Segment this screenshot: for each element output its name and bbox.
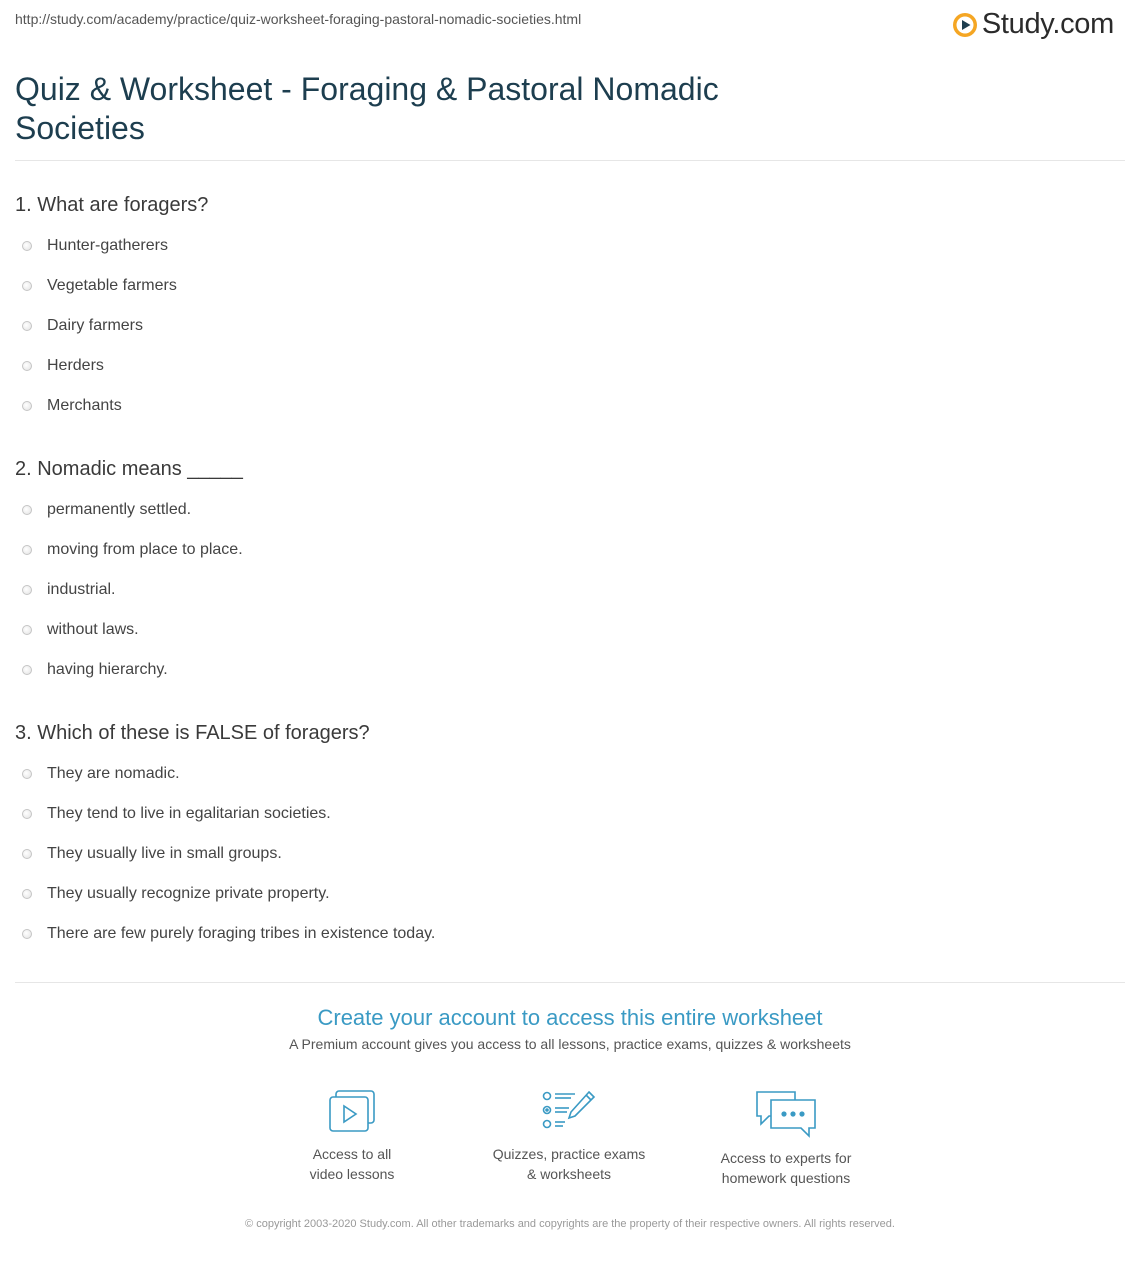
feature-video-lessons (252, 1088, 452, 1184)
option-label: There are few purely foraging tribes in existence today. (47, 925, 436, 942)
question-2-option-4[interactable] (22, 621, 139, 639)
radio-button[interactable] (22, 889, 32, 899)
title-divider (15, 160, 1125, 161)
question-1-option-1[interactable] (22, 237, 168, 255)
radio-button[interactable] (22, 625, 32, 635)
option-label: Dairy farmers (47, 317, 144, 334)
option-label: having hierarchy. (47, 661, 168, 678)
option-label: Herders (47, 357, 104, 374)
option-label: without laws. (47, 621, 139, 638)
option-label: They usually live in small groups. (47, 845, 282, 862)
question-3-title: 3. Which of these is FALSE of foragers? (15, 722, 370, 744)
radio-button[interactable] (22, 505, 32, 515)
radio-button[interactable] (22, 361, 32, 371)
feature-label-line2: homework questions (721, 1170, 851, 1186)
question-2-option-2[interactable] (22, 541, 243, 559)
feature-label-line2: video lessons (309, 1166, 395, 1182)
feature-quizzes (469, 1088, 669, 1184)
create-account-link[interactable]: Create your account to access this entire worksheet (317, 1005, 823, 1030)
feature-label-line2: & worksheets (526, 1166, 612, 1182)
page-url[interactable]: http://study.com/academy/practice/quiz-worksheet-foraging-pastoral-nomadic-societies.html (15, 11, 582, 27)
question-3-option-4[interactable] (22, 885, 330, 903)
study-logo[interactable] (952, 8, 1114, 41)
feature-label-line1: Quizzes, practice exams (492, 1146, 646, 1162)
radio-button[interactable] (22, 769, 32, 779)
question-1-title: 1. What are foragers? (15, 194, 209, 216)
option-label: They are nomadic. (47, 765, 180, 782)
option-label: permanently settled. (47, 501, 192, 518)
question-1-option-2[interactable] (22, 277, 177, 295)
radio-button[interactable] (22, 241, 32, 251)
feature-label-line1: Access to all (312, 1146, 392, 1162)
question-2-option-5[interactable] (22, 661, 168, 679)
feature-experts (686, 1088, 886, 1188)
question-3-option-2[interactable] (22, 805, 331, 823)
radio-button[interactable] (22, 321, 32, 331)
logo-text: Study.com (981, 8, 1114, 40)
question-1-option-3[interactable] (22, 317, 143, 335)
question-2-option-1[interactable] (22, 501, 191, 519)
page-title: Quiz & Worksheet - Foraging & Pastoral Nomadic Societies (15, 71, 719, 146)
radio-button[interactable] (22, 401, 32, 411)
feature-label-line1: Access to experts for (720, 1150, 852, 1166)
radio-button[interactable] (22, 849, 32, 859)
question-3-option-5[interactable] (22, 925, 435, 943)
question-1-option-4[interactable] (22, 357, 104, 375)
radio-button[interactable] (22, 665, 32, 675)
question-3-option-1[interactable] (22, 765, 180, 783)
cta-divider (15, 982, 1125, 983)
question-1-option-5[interactable] (22, 397, 122, 415)
cta-subtitle: A Premium account gives you access to all lessons, practice exams, quizzes & worksheets (289, 1036, 851, 1052)
radio-button[interactable] (22, 545, 32, 555)
option-label: moving from place to place. (47, 541, 243, 558)
option-label: They tend to live in egalitarian societies. (47, 805, 331, 822)
question-2-title: 2. Nomadic means _____ (15, 458, 243, 480)
option-label: industrial. (47, 581, 116, 598)
option-label: Vegetable farmers (47, 277, 177, 294)
copyright-text: © copyright 2003-2020 Study.com. All other trademarks and copyrights are the property of their respective owners. All rights reserved. (245, 1218, 895, 1230)
chat-bubbles-icon (753, 1088, 819, 1138)
play-logo-icon (952, 12, 978, 38)
question-2-option-3[interactable] (22, 581, 115, 599)
radio-button[interactable] (22, 281, 32, 291)
quiz-checklist-icon (541, 1088, 597, 1134)
option-label: They usually recognize private property. (47, 885, 330, 902)
radio-button[interactable] (22, 809, 32, 819)
video-lessons-icon (324, 1088, 380, 1134)
question-3-option-3[interactable] (22, 845, 282, 863)
option-label: Merchants (47, 397, 122, 414)
radio-button[interactable] (22, 585, 32, 595)
option-label: Hunter-gatherers (47, 237, 168, 254)
radio-button[interactable] (22, 929, 32, 939)
